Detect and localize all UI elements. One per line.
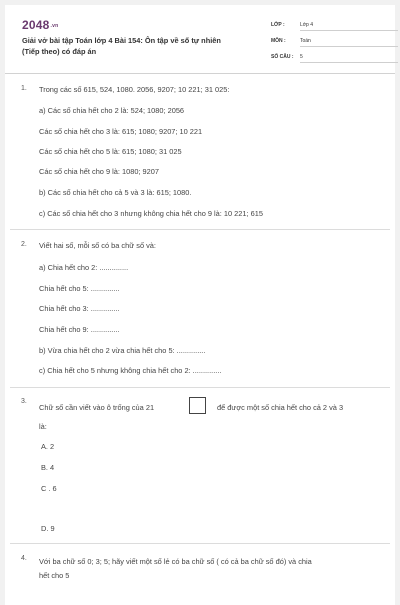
question-3-prompt-continued: là: <box>39 422 47 431</box>
subject-label: MÔN : <box>271 38 286 44</box>
question-4-prompt-continued: hết cho 5 <box>39 571 70 580</box>
question-1-line: c) Các số chia hết cho 3 nhưng không chia hết cho 9 là: 10 221; 615 <box>39 209 263 218</box>
header-divider <box>5 73 395 74</box>
section-divider <box>10 229 390 230</box>
question-2-line: a) Chia hết cho 2: .............. <box>39 263 129 272</box>
question-2-number: 2. <box>21 241 27 248</box>
worksheet-page <box>5 5 395 605</box>
question-2-line: c) Chia hết cho 5 nhưng không chia hết cho 2: .............. <box>39 366 222 375</box>
question-1-line: Các số chia hết cho 9 là: 1080; 9207 <box>39 167 159 176</box>
question-count-label: SỐ CÂU : <box>271 54 294 60</box>
question-3-number: 3. <box>21 398 27 405</box>
answer-option-d[interactable]: D. 9 <box>41 524 55 533</box>
question-1-line: Các số chia hết cho 5 là: 615; 1080; 31 025 <box>39 147 182 156</box>
class-label: LỚP : <box>271 22 285 28</box>
answer-option-c[interactable]: C . 6 <box>41 484 57 493</box>
section-divider <box>10 543 390 544</box>
question-2-prompt: Viết hai số, mỗi số có ba chữ số và: <box>39 241 156 250</box>
question-1-line: a) Các số chia hết cho 2 là: 524; 1080; 2056 <box>39 106 185 115</box>
worksheet-title: Giải vở bài tập Toán lớp 4 Bài 154: Ôn tập về số tự nhiên (Tiếp theo) có đáp án <box>22 36 221 56</box>
question-1-line: b) Các số chia hết cho cả 5 và 3 là: 615; 1080. <box>39 188 192 197</box>
class-value: Lớp 4 <box>300 22 398 31</box>
site-logo[interactable] <box>22 18 58 32</box>
answer-option-a[interactable]: A. 2 <box>41 442 55 451</box>
question-2-line: b) Vừa chia hết cho 2 vừa chia hết cho 5: .............. <box>39 346 206 355</box>
question-3-prompt-start: Chữ số cần viết vào ô trống của 21 <box>39 403 155 412</box>
answer-blank-box[interactable] <box>189 397 206 414</box>
question-2-line: Chia hết cho 9: .............. <box>39 325 120 334</box>
section-divider <box>10 387 390 388</box>
question-1-line: Các số chia hết cho 3 là: 615; 1080; 9207; 10 221 <box>39 127 203 136</box>
question-count-value: 5 <box>300 54 398 63</box>
answer-option-b[interactable]: B. 4 <box>41 463 55 472</box>
logo-suffix: .vn <box>50 22 59 29</box>
question-3-prompt-end: để được một số chia hết cho cả 2 và 3 <box>217 403 344 412</box>
question-1-number: 1. <box>21 85 27 92</box>
question-4-number: 4. <box>21 555 27 562</box>
question-1-prompt: Trong các số 615, 524, 1080. 2056, 9207; 10 221; 31 025: <box>39 85 230 94</box>
worksheet-header <box>22 18 392 68</box>
question-4-prompt: Với ba chữ số 0; 3; 5; hãy viết một số lẻ có ba chữ số ( có cả ba chữ số đó) và chia <box>39 557 312 566</box>
question-2-line: Chia hết cho 5: .............. <box>39 284 120 293</box>
logo-text: 2048 <box>22 18 50 32</box>
subject-value: Toán <box>300 38 398 47</box>
question-2-line: Chia hết cho 3: .............. <box>39 304 120 313</box>
